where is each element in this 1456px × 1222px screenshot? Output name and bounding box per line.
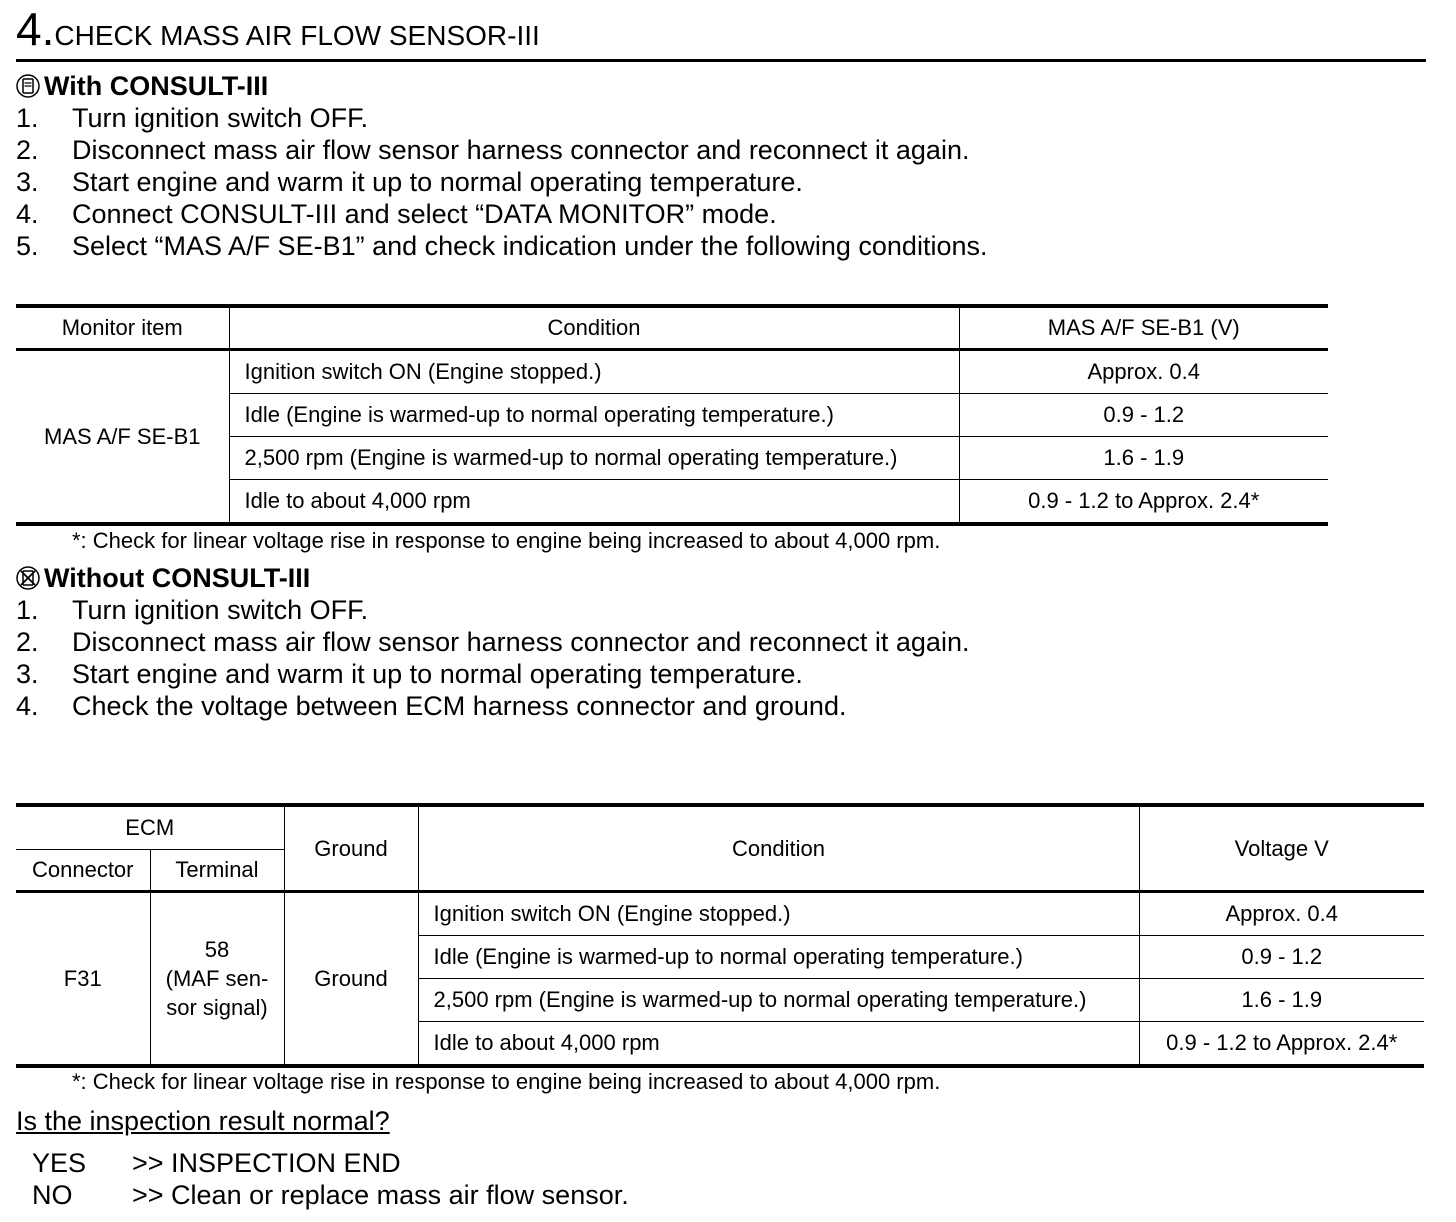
step-item: 2. Disconnect mass air flow sensor harness connector and reconnect it again. (16, 135, 970, 165)
value-cell: 0.9 - 1.2 (1139, 936, 1424, 979)
terminal-cell: 58 (MAF sen- sor signal) (150, 892, 284, 1067)
condition-cell: Idle (Engine is warmed-up to normal operating temperature.) (229, 394, 959, 437)
header-voltage: Voltage V (1139, 805, 1424, 892)
value-cell: 0.9 - 1.2 (959, 394, 1328, 437)
step-item: 3. Start engine and warm it up to normal operating temperature. (16, 659, 803, 689)
without-consult-title: Without CONSULT-III (44, 563, 311, 593)
condition-cell: Ignition switch ON (Engine stopped.) (229, 350, 959, 394)
without-consult-heading (16, 562, 310, 594)
condition-cell: Ignition switch ON (Engine stopped.) (418, 892, 1139, 936)
step-item: 2. Disconnect mass air flow sensor harness connector and reconnect it again. (16, 627, 970, 657)
without-consult-steps (16, 594, 969, 722)
monitor-item-cell: MAS A/F SE-B1 (16, 350, 229, 525)
condition-cell: 2,500 rpm (Engine is warmed-up to normal operating temperature.) (229, 437, 959, 480)
value-cell: 1.6 - 1.9 (1139, 979, 1424, 1022)
header-ecm: ECM (16, 805, 284, 850)
answer-yes: YES >> INSPECTION END (32, 1148, 401, 1178)
answer-no: NO >> Clean or replace mass air flow sensor. (32, 1180, 629, 1210)
table-footnote: *: Check for linear voltage rise in response to engine being increased to about 4,000 rpm. (72, 528, 941, 553)
step-item: 4. Check the voltage between ECM harness connector and ground. (16, 691, 847, 721)
header-ground: Ground (284, 805, 418, 892)
value-cell: Approx. 0.4 (1139, 892, 1424, 936)
table-header-row (16, 306, 1328, 350)
header-value: MAS A/F SE-B1 (V) (959, 306, 1328, 350)
no-consult-icon (16, 565, 40, 589)
heading-number: 4. (16, 3, 55, 55)
step-item: 5. Select “MAS A/F SE-B1” and check indication under the following conditions. (16, 231, 988, 261)
step-item: 1. Turn ignition switch OFF. (16, 595, 369, 625)
header-condition: Condition (418, 805, 1139, 892)
consult-data-monitor-table (16, 304, 1328, 526)
heading-title: CHECK MASS AIR FLOW SENSOR-III (54, 20, 540, 51)
section-heading (16, 4, 540, 54)
table-row (16, 350, 1328, 394)
header-monitor-item: Monitor item (16, 306, 229, 350)
value-cell: Approx. 0.4 (959, 350, 1328, 394)
ecm-voltage-table (16, 803, 1424, 1068)
with-consult-title: With CONSULT-III (44, 71, 269, 101)
condition-cell: 2,500 rpm (Engine is warmed-up to normal operating temperature.) (418, 979, 1139, 1022)
inspection-question: Is the inspection result normal? (16, 1106, 390, 1136)
connector-cell: F31 (16, 892, 150, 1067)
header-terminal: Terminal (150, 850, 284, 892)
consult-tool-icon (16, 73, 40, 97)
table-footnote: *: Check for linear voltage rise in response to engine being increased to about 4,000 rpm. (72, 1069, 941, 1094)
header-connector: Connector (16, 850, 150, 892)
header-condition: Condition (229, 306, 959, 350)
table-header-row (16, 805, 1424, 850)
condition-cell: Idle to about 4,000 rpm (229, 480, 959, 525)
value-cell: 0.9 - 1.2 to Approx. 2.4* (1139, 1022, 1424, 1067)
with-consult-heading (16, 70, 268, 102)
step-item: 1. Turn ignition switch OFF. (16, 103, 369, 133)
heading-rule (16, 59, 1426, 62)
condition-cell: Idle to about 4,000 rpm (418, 1022, 1139, 1067)
step-item: 3. Start engine and warm it up to normal operating temperature. (16, 167, 803, 197)
ground-cell: Ground (284, 892, 418, 1067)
value-cell: 0.9 - 1.2 to Approx. 2.4* (959, 480, 1328, 525)
table-row (16, 892, 1424, 936)
step-item: 4. Connect CONSULT-III and select “DATA MONITOR” mode. (16, 199, 777, 229)
value-cell: 1.6 - 1.9 (959, 437, 1328, 480)
condition-cell: Idle (Engine is warmed-up to normal operating temperature.) (418, 936, 1139, 979)
with-consult-steps (16, 102, 987, 262)
